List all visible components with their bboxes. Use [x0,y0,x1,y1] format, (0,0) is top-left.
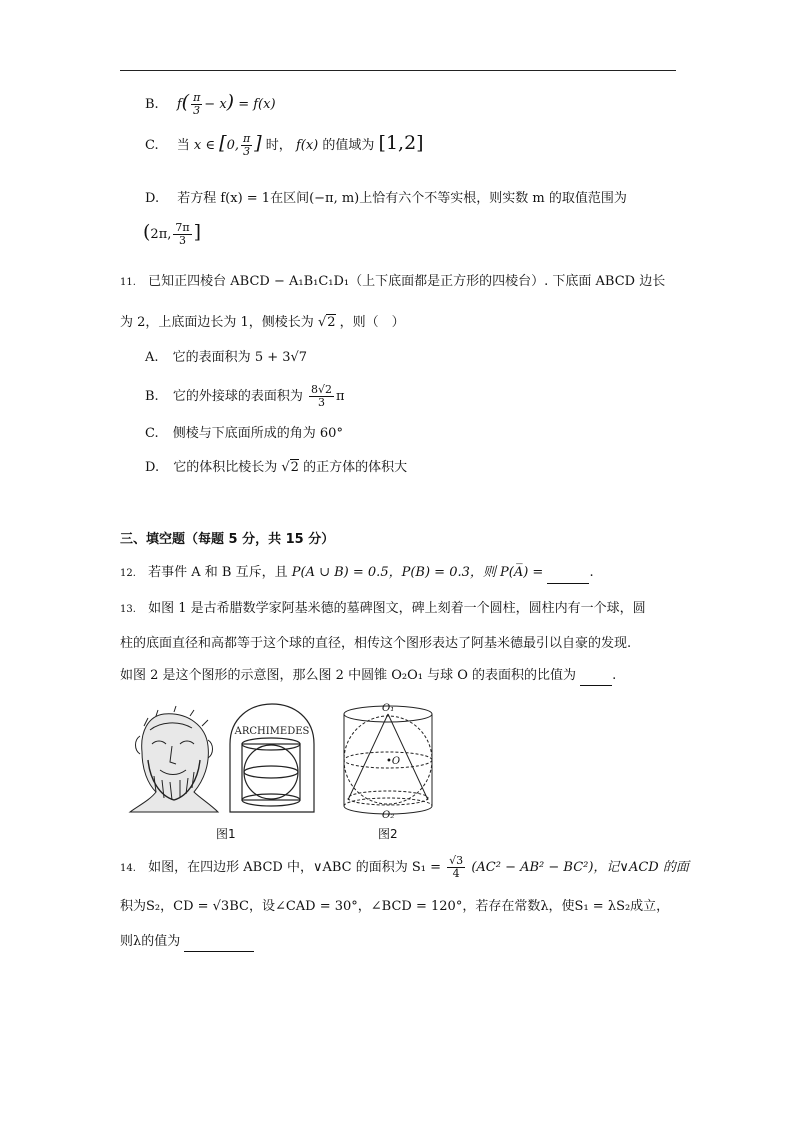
q12-text: 若事件 A 和 B 互斥，且 [148,565,288,580]
figure-2 [338,700,448,824]
option-label: D. [145,191,160,206]
option-label: D. [145,460,160,475]
q11-option-b [145,384,345,409]
option-c-q10 [145,133,424,158]
label-o: •O [386,756,401,767]
option-text: 它的表面积为 [172,350,251,365]
option-c-range: [1,2] [378,132,424,154]
option-b-q10 [145,92,276,117]
q12-line [120,563,594,584]
question-number: 14. [120,863,136,874]
q13-line-2: 柱的底面直径和高都等于这个球的直径，相传这个图形表达了阿基米德最引以自豪的发现. [120,636,632,651]
q11-stem-line-1 [120,272,665,293]
frac-num: √3 [449,854,464,867]
q14-text-1: 如图，在四边形 ABCD 中，∨ABC 的面积为 S₁ = [148,860,442,875]
q13-text-1: 如图 1 是古希腊数学家阿基米德的墓碑图文，碑上刻着一个圆柱，圆柱内有一个球，圆 [148,601,646,616]
q11-option-d: D. 它的体积比棱长为 √2 的正方体的体积大 [145,460,408,475]
label-o1: O₁ [382,703,395,714]
option-text: 它的外接球的表面积为 [172,389,303,404]
option-text: 侧棱与下底面所成的角为 60° [172,426,343,441]
option-d-text: 若方程 f(x) = 1在区间(−π, m)上恰有六个不等实根，则实数 m 的取值范围为 [177,191,627,206]
tombstone-label: ARCHIMEDES [234,726,310,737]
range-num: 7π [175,221,190,234]
option-value: 5 + 3√7 [254,350,308,365]
option-label: C. [145,138,159,153]
q11-stem-line-2: 为 2，上底面边长为 1，侧棱长为 √2 ，则（ ） [120,315,405,330]
section-heading: 三、填空题（每题 5 分，共 15 分） [120,532,335,547]
q13-line-3 [120,666,616,686]
answer-blank[interactable] [547,583,589,584]
q11-option-c [145,424,343,444]
option-label: B. [145,97,159,112]
frac-den: 3 [317,396,325,409]
question-number: 11. [120,277,136,288]
option-c-text: 当 [176,138,190,153]
question-number: 12. [120,568,136,579]
sqrt-value: 2 [327,315,336,330]
period: . [589,565,594,580]
option-c-fx: f(x) [295,138,319,153]
q14-text-1b: (AC² − AB² − BC²)，记∨ACD 的面 [471,860,689,875]
option-text: 它的体积比棱长为 [173,460,278,475]
figure-1-caption: 图1 [216,827,236,841]
q14-line-1 [120,855,689,880]
figure-1 [126,700,331,820]
answer-blank[interactable] [580,685,612,686]
q14-text-3: 则λ的值为 [120,934,181,949]
q13-text-3: 如图 2 是这个图形的示意图，那么图 2 中圆锥 O₂O₁ 与球 O 的表面积的比值为 [120,668,576,683]
option-label: B. [145,389,159,404]
option-b-formula: f( $\frac{\pi}{3}$ − x) = f(x) [176,91,276,117]
range-den: 3 [178,234,186,247]
q14-line-3 [120,932,254,952]
answer-blank[interactable] [184,951,254,952]
q12-formula: P(A ∪ B) = 0.5，P(B) = 0.3，则 P(A̅) = [291,565,544,580]
option-c-text-3: 的值域为 [322,138,375,153]
option-d-range: (2π, $\frac{7\pi}{3}$ ] [143,221,202,247]
q11-stem-text-3: ，则（ ） [339,315,405,330]
sqrt-value: 2 [290,460,299,475]
period: . [612,668,617,683]
q14-line-2: 积为S₂，CD = √3BC，设∠CAD = 30°，∠BCD = 120°，若存在常数λ，使S₁ = λS₂成立， [120,899,670,914]
archimedes-portrait [130,706,218,812]
header-rule [120,70,676,71]
tombstone [230,704,314,812]
q13-line-1 [120,599,646,620]
frac-num: 8√2 [310,383,332,396]
frac-den: 4 [452,867,460,880]
q11-stem-text-2: 为 2，上底面边长为 1，侧棱长为 [120,315,314,330]
figure-2-caption: 图2 [378,827,398,841]
option-c-text-2: 时， [265,138,292,153]
label-o2: O₂ [382,810,395,821]
option-c-interval: x ∈ [0, $\frac{\pi}{3}$ ] [193,132,262,158]
pi-symbol: π [336,389,345,404]
range-left: 2π, [150,227,172,242]
option-d-q10 [145,189,627,209]
q11-option-a [145,348,307,368]
option-text-2: 的正方体的体积大 [303,460,408,475]
option-label: C. [145,426,159,441]
q11-stem-text: 已知正四棱台 ABCD − A₁B₁C₁D₁（上下底面都是正方形的四棱台）. 下底面 ABCD 边长 [148,274,666,289]
option-label: A. [145,350,159,365]
question-number: 13. [120,604,136,615]
